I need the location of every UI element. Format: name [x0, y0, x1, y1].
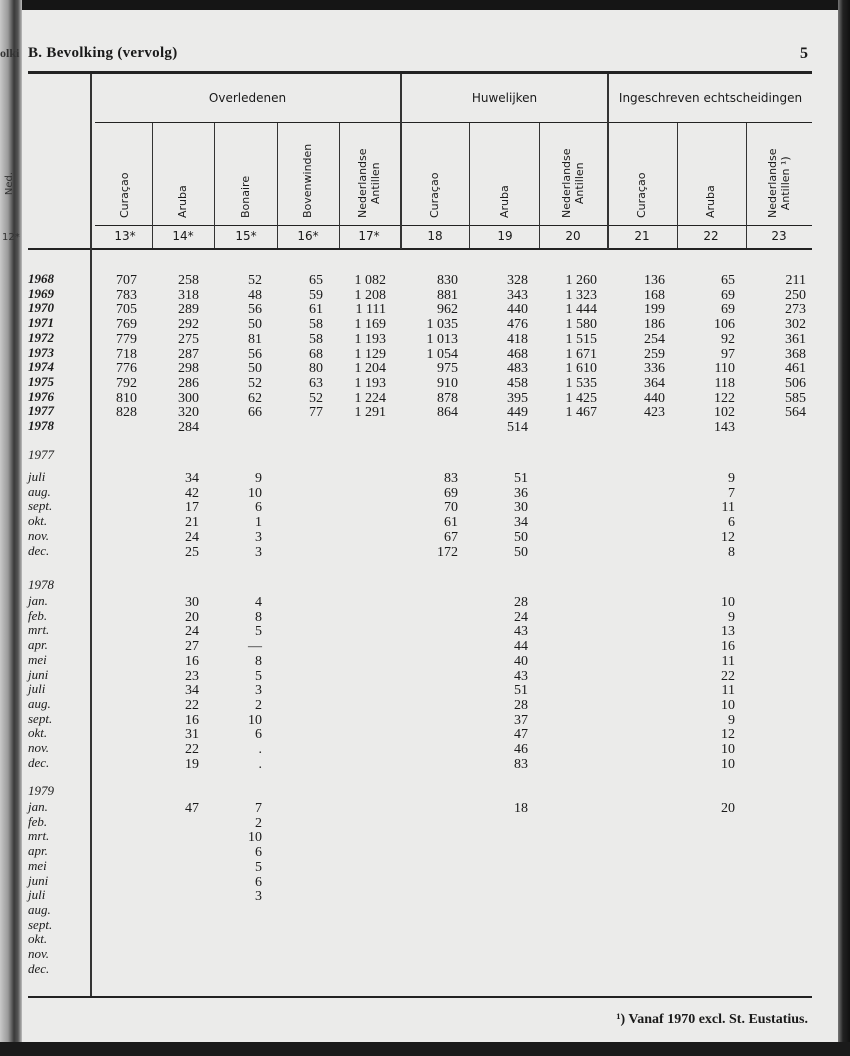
table-cell: 10: [248, 712, 262, 728]
column-header-line: Nederlandse: [560, 148, 573, 218]
table-cell: 102: [714, 405, 735, 421]
column-header: Aruba: [176, 185, 189, 218]
table-cell: 13: [721, 624, 735, 640]
table-cell: 506: [785, 375, 806, 391]
bottom-rule: [28, 996, 812, 998]
table-cell: 52: [248, 273, 262, 288]
table-cell: 172: [437, 544, 458, 560]
table-cell: 67: [444, 529, 458, 545]
table-cell: 483: [507, 361, 528, 377]
table-cell: 69: [721, 302, 735, 318]
table-cell: 83: [444, 471, 458, 486]
table-cell: 50: [248, 317, 262, 333]
table-cell: 1 444: [565, 302, 597, 318]
table-cell: 1 224: [354, 390, 386, 406]
table-cell: 2: [255, 815, 262, 831]
column-number: 23: [771, 229, 787, 243]
table-cell: 564: [785, 405, 806, 421]
table-cell: 1 129: [354, 346, 386, 362]
table-cell: 43: [514, 624, 528, 640]
table-cell: 6: [255, 500, 262, 516]
top-rule: [28, 71, 812, 74]
column-divider: [677, 123, 678, 248]
table-cell: 289: [178, 302, 199, 318]
table-cell: 118: [714, 375, 735, 391]
table-cell: 68: [309, 346, 323, 362]
table-cell: 36: [514, 485, 528, 501]
table-cell: 37: [514, 712, 528, 728]
table-cell: 783: [116, 287, 137, 303]
table-cell: 705: [116, 302, 137, 318]
table-cell: 52: [309, 390, 323, 406]
column-number: 17*: [358, 229, 380, 243]
table-cell: .: [258, 756, 262, 772]
table-cell: 418: [507, 331, 528, 347]
table-cell: 211: [785, 273, 806, 288]
table-cell: 1 208: [354, 287, 386, 303]
left-page-fragment: 12*: [2, 232, 20, 243]
table-cell: 65: [721, 273, 735, 288]
column-header: [560, 148, 586, 218]
column-number: 21: [634, 229, 650, 243]
column-number: 19: [497, 229, 513, 243]
table-cell: 718: [116, 346, 137, 362]
row-label: okt.: [28, 725, 48, 741]
table-cell: 1 610: [565, 361, 597, 377]
group-echtscheidingen: Ingeschreven echtscheidingen: [618, 91, 803, 105]
table-cell: 51: [514, 471, 528, 486]
table-cell: 28: [514, 697, 528, 713]
table-cell: 186: [644, 317, 665, 333]
table-cell: 810: [116, 390, 137, 406]
header-bottom-rule: [28, 248, 812, 250]
row-label: 1977: [28, 403, 54, 419]
table-cell: 258: [178, 273, 199, 288]
table-cell: 328: [507, 273, 528, 288]
table-cell: 259: [644, 346, 665, 362]
row-label: dec.: [28, 754, 50, 770]
column-number: 13*: [114, 229, 136, 243]
table-cell: 449: [507, 405, 528, 421]
table-cell: 298: [178, 361, 199, 377]
table-cell: 250: [785, 287, 806, 303]
table-cell: 47: [185, 801, 199, 816]
page-number: 5: [800, 45, 808, 62]
table-cell: 47: [514, 727, 528, 743]
table-cell: 70: [444, 500, 458, 516]
table-cell: 5: [255, 859, 262, 875]
row-label: mrt.: [28, 622, 50, 638]
table-cell: 1 054: [426, 346, 458, 362]
table-cell: 11: [721, 683, 735, 699]
row-label: nov.: [28, 946, 50, 961]
table-cell: 3: [255, 544, 262, 560]
table-cell: 9: [728, 712, 735, 728]
column-number: 20: [565, 229, 581, 243]
table-cell: 25: [185, 544, 199, 560]
table-cell: 440: [644, 390, 665, 406]
table-cell: 6: [255, 874, 262, 890]
table-cell: 63: [309, 375, 323, 391]
table-cell: 1: [255, 515, 262, 531]
table-cell: 40: [514, 653, 528, 669]
row-label: 1973: [28, 344, 54, 360]
colnum-rule: [95, 225, 812, 226]
table-cell: 9: [728, 609, 735, 625]
row-label: 1978: [28, 418, 54, 433]
table-cell: 1 204: [354, 361, 386, 377]
table-cell: 254: [644, 331, 665, 347]
table-cell: 18: [514, 801, 528, 816]
table-cell: 910: [437, 375, 458, 391]
table-cell: 22: [185, 697, 199, 713]
table-cell: 21: [185, 515, 199, 531]
table-cell: 364: [644, 375, 665, 391]
stub-divider: [90, 74, 92, 996]
row-label: apr.: [28, 637, 48, 653]
table-cell: 1 035: [426, 317, 458, 333]
table-cell: 881: [437, 287, 458, 303]
table-cell: 1 193: [354, 375, 386, 391]
table-cell: 22: [721, 668, 735, 684]
row-label: 1975: [28, 373, 54, 389]
table-cell: 52: [248, 375, 262, 391]
table-cell: 273: [785, 302, 806, 318]
table-cell: .: [258, 742, 262, 757]
table-cell: 286: [178, 375, 199, 391]
table-cell: 3: [255, 529, 262, 545]
table-cell: 28: [514, 595, 528, 610]
scan-bottom-edge: [0, 1042, 850, 1056]
table-cell: 17: [185, 500, 199, 516]
column-divider: [214, 123, 215, 248]
table-cell: 6: [255, 727, 262, 743]
table-cell: 878: [437, 390, 458, 406]
table-cell: 5: [255, 624, 262, 640]
column-number: 18: [427, 229, 443, 243]
table-cell: 12: [721, 529, 735, 545]
table-cell: 1 580: [565, 317, 597, 333]
table-cell: 11: [721, 653, 735, 669]
table-cell: 12: [721, 727, 735, 743]
left-page-fragment: Ned.: [4, 171, 16, 196]
row-label: okt.: [28, 931, 48, 947]
table-cell: 19: [185, 756, 199, 772]
table-cell: 440: [507, 302, 528, 318]
column-header: [766, 148, 792, 218]
table-cell: 1 111: [355, 302, 386, 318]
table-cell: 66: [248, 405, 262, 421]
row-label: 1968: [28, 271, 54, 286]
column-number: 15*: [235, 229, 257, 243]
column-number: 14*: [172, 229, 194, 243]
row-label: aug.: [28, 695, 51, 711]
column-header-line: Antillen ¹): [779, 156, 792, 211]
table-cell: 361: [785, 331, 806, 347]
table-cell: 9: [255, 471, 262, 486]
row-label: mei: [28, 651, 47, 667]
row-label: juli: [28, 887, 46, 903]
row-label: feb.: [28, 607, 48, 623]
table-cell: 110: [714, 361, 735, 377]
table-cell: 779: [116, 331, 137, 347]
table-cell: 864: [437, 405, 458, 421]
table-cell: 31: [185, 727, 199, 743]
table-cell: 27: [185, 639, 199, 655]
table-cell: 122: [714, 390, 735, 406]
section-heading: 1979: [28, 783, 54, 798]
column-header: Curaçao: [635, 172, 648, 218]
table-cell: 776: [116, 361, 137, 377]
table-cell: 4: [255, 595, 262, 610]
table-cell: 8: [728, 544, 735, 560]
table-cell: 300: [178, 390, 199, 406]
section-heading: 1978: [28, 577, 54, 592]
table-cell: 34: [514, 515, 528, 531]
table-cell: 77: [309, 405, 323, 421]
table-cell: 92: [721, 331, 735, 347]
table-cell: 24: [514, 609, 528, 625]
table-cell: 1 425: [565, 390, 597, 406]
table-cell: 9: [728, 471, 735, 486]
table-cell: 136: [644, 273, 665, 288]
scan-right-edge: [838, 0, 850, 1056]
table-cell: 48: [248, 287, 262, 303]
table-cell: —: [248, 639, 262, 655]
table-cell: 2: [255, 697, 262, 713]
table-cell: 7: [728, 485, 735, 501]
table-cell: 275: [178, 331, 199, 347]
table-cell: 51: [514, 683, 528, 699]
footnote: ¹) Vanaf 1970 excl. St. Eustatius.: [616, 1012, 808, 1027]
table-cell: 6: [255, 845, 262, 861]
table-cell: 368: [785, 346, 806, 362]
table-cell: 975: [437, 361, 458, 377]
table-cell: 343: [507, 287, 528, 303]
row-label: sept.: [28, 710, 53, 726]
table-cell: 458: [507, 375, 528, 391]
table-cell: 61: [444, 515, 458, 531]
column-divider: [539, 123, 540, 248]
row-label: mei: [28, 857, 47, 873]
table-cell: 46: [514, 742, 528, 757]
group-rule: [95, 122, 812, 123]
table-cell: 284: [178, 420, 199, 435]
table-cell: 1 013: [426, 331, 458, 347]
table-cell: 1 193: [354, 331, 386, 347]
table-cell: 22: [185, 742, 199, 757]
table-cell: 58: [309, 331, 323, 347]
table-cell: 395: [507, 390, 528, 406]
table-cell: 42: [185, 485, 199, 501]
table-cell: 59: [309, 287, 323, 303]
table-cell: 461: [785, 361, 806, 377]
table-cell: 56: [248, 346, 262, 362]
table-cell: 1 671: [565, 346, 597, 362]
table-cell: 34: [185, 471, 199, 486]
table-cell: 50: [514, 529, 528, 545]
section-heading: 1977: [28, 447, 54, 462]
row-label: 1971: [28, 315, 54, 331]
table-cell: 80: [309, 361, 323, 377]
column-number: 22: [703, 229, 719, 243]
column-header-line: Nederlandse: [356, 148, 369, 218]
row-label: aug.: [28, 901, 51, 917]
table-cell: 769: [116, 317, 137, 333]
table-cell: 16: [185, 653, 199, 669]
table-cell: 56: [248, 302, 262, 318]
book-binding: [0, 0, 22, 1056]
column-header: Bonaire: [239, 175, 252, 218]
row-label: 1972: [28, 329, 54, 345]
table-cell: 62: [248, 390, 262, 406]
row-label: feb.: [28, 813, 48, 829]
table-cell: 318: [178, 287, 199, 303]
table-cell: 16: [721, 639, 735, 655]
table-cell: 24: [185, 529, 199, 545]
table-cell: 10: [248, 830, 262, 846]
column-header: Aruba: [498, 185, 511, 218]
table-cell: 44: [514, 639, 528, 655]
table-cell: 23: [185, 668, 199, 684]
table-cell: 50: [514, 544, 528, 560]
row-label: juli: [28, 469, 46, 484]
column-header-line: Antillen: [369, 162, 382, 205]
table-cell: 20: [721, 801, 735, 816]
row-label: juni: [28, 666, 49, 682]
table-cell: 199: [644, 302, 665, 318]
column-header: Curaçao: [118, 172, 131, 218]
table-cell: 24: [185, 624, 199, 640]
column-header: [356, 148, 382, 218]
row-label: 1969: [28, 285, 54, 301]
table-cell: 830: [437, 273, 458, 288]
table-cell: 30: [514, 500, 528, 516]
table-cell: 320: [178, 405, 199, 421]
table-cell: 10: [721, 742, 735, 757]
table-cell: 8: [255, 609, 262, 625]
table-cell: 83: [514, 756, 528, 772]
table-cell: 1 467: [565, 405, 597, 421]
table-cell: 11: [721, 500, 735, 516]
row-label: aug.: [28, 483, 51, 499]
table-cell: 468: [507, 346, 528, 362]
table-cell: 61: [309, 302, 323, 318]
table-cell: 302: [785, 317, 806, 333]
table-cell: 58: [309, 317, 323, 333]
table-cell: 34: [185, 683, 199, 699]
table-cell: 10: [248, 485, 262, 501]
row-label: 1970: [28, 300, 54, 316]
table-cell: 10: [721, 756, 735, 772]
table-cell: 1 535: [565, 375, 597, 391]
row-label: sept.: [28, 916, 53, 932]
row-label: dec.: [28, 960, 50, 976]
table-cell: 3: [255, 889, 262, 905]
table-cell: 10: [721, 595, 735, 610]
row-label: mrt.: [28, 828, 50, 844]
table-cell: 962: [437, 302, 458, 318]
row-label: nov.: [28, 527, 50, 543]
table-cell: 81: [248, 331, 262, 347]
table-cell: 292: [178, 317, 199, 333]
table-cell: 1 291: [354, 405, 386, 421]
table-cell: 707: [116, 273, 137, 288]
row-label: 1974: [28, 359, 54, 375]
row-label: juli: [28, 681, 46, 697]
table-cell: 69: [444, 485, 458, 501]
table-cell: 287: [178, 346, 199, 362]
table-cell: 1 515: [565, 331, 597, 347]
column-divider: [469, 123, 470, 248]
column-header: Aruba: [704, 185, 717, 218]
row-label: okt.: [28, 513, 48, 529]
column-header-line: Nederlandse: [766, 148, 779, 218]
row-label: jan.: [28, 593, 48, 608]
group-overledenen: Overledenen: [208, 91, 287, 105]
column-header-line: Antillen: [573, 162, 586, 205]
table-cell: 5: [255, 668, 262, 684]
table-cell: 1 323: [565, 287, 597, 303]
group-huwelijken: Huwelijken: [471, 91, 538, 105]
table-cell: 6: [728, 515, 735, 531]
table-cell: 69: [721, 287, 735, 303]
row-label: jan.: [28, 799, 48, 814]
row-label: apr.: [28, 843, 48, 859]
table-cell: 828: [116, 405, 137, 421]
scan-top-edge: [0, 0, 850, 10]
table-cell: 585: [785, 390, 806, 406]
table-cell: 43: [514, 668, 528, 684]
table-cell: 1 260: [565, 273, 597, 288]
table-cell: 106: [714, 317, 735, 333]
table-cell: 476: [507, 317, 528, 333]
table-cell: 20: [185, 609, 199, 625]
table-cell: 50: [248, 361, 262, 377]
table-cell: 423: [644, 405, 665, 421]
table-cell: 1 169: [354, 317, 386, 333]
row-label: juni: [28, 872, 49, 888]
table-cell: 65: [309, 273, 323, 288]
table-cell: 514: [507, 420, 528, 435]
table-cell: 30: [185, 595, 199, 610]
row-label: nov.: [28, 740, 50, 755]
table-cell: 10: [721, 697, 735, 713]
column-header: Bovenwinden: [301, 143, 314, 218]
table-cell: 792: [116, 375, 137, 391]
table-cell: 143: [714, 420, 735, 435]
table-cell: 97: [721, 346, 735, 362]
table-cell: 16: [185, 712, 199, 728]
column-header: Curaçao: [428, 172, 441, 218]
row-label: 1976: [28, 388, 54, 404]
table-cell: 7: [255, 801, 262, 816]
row-label: sept.: [28, 498, 53, 514]
row-label: dec.: [28, 542, 50, 558]
table-cell: 168: [644, 287, 665, 303]
table-cell: 1 082: [354, 273, 386, 288]
table-cell: 3: [255, 683, 262, 699]
column-number: 16*: [297, 229, 319, 243]
table-cell: 336: [644, 361, 665, 377]
table-cell: 8: [255, 653, 262, 669]
section-title: B. Bevolking (vervolg): [28, 45, 178, 61]
column-divider: [746, 123, 747, 248]
left-page-fragment: olki: [0, 46, 20, 60]
